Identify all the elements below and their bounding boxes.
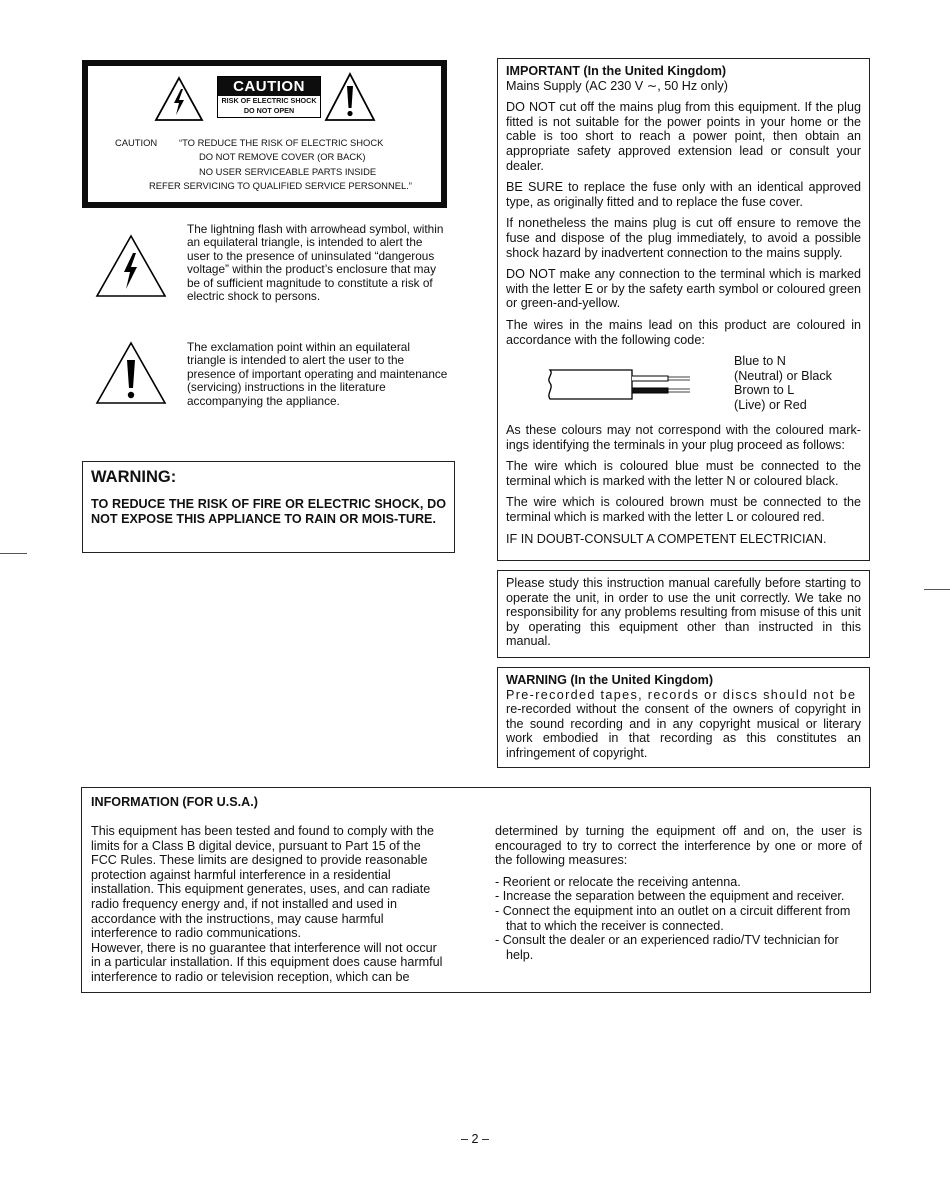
usa-measure-item: - Connect the equipment into an outlet on a circuit different from that to which the receiver is connected. [495, 903, 851, 933]
exclamation-desc-line: The exclamation point within an equilateral [187, 340, 410, 354]
usa-measure-item: - Reorient or relocate the receiving antenna. [495, 874, 741, 889]
uk-warning-box [497, 667, 870, 768]
usa-left-line: in a particular installation. If this equipment does cause harmful [91, 955, 443, 970]
caution-label-inner [88, 66, 441, 202]
uk-mains-supply: Mains Supply (AC 230 V ∼, 50 Hz only) [506, 78, 728, 93]
caution-header [217, 76, 321, 118]
usa-left-line: accordance with the instructions, may cause harmful [91, 911, 384, 926]
exclamation-desc-line: accompanying the appliance. [187, 393, 340, 408]
lightning-desc-line: The lightning flash with arrowhead symbol, within [187, 222, 444, 236]
uk-paragraph: BE SURE to replace the fuse only with an identical approved type, as originally fitted and to replace the fuse cover. [506, 180, 861, 209]
caution-line-2: DO NOT REMOVE COVER (OR BACK) [199, 151, 366, 162]
warning-box [82, 461, 455, 553]
study-manual-box [497, 570, 870, 658]
uk-paragraph: The wires in the mains lead on this product are coloured in accordance with the following code: [506, 317, 861, 347]
usa-left-line: This equipment has been tested and found to comply with the [91, 824, 435, 838]
uk-paragraph: DO NOT cut off the mains plug from this equipment. If the plug fitted is not suitable for the power points in your home or the cable is too short to reach a power point, then obtain an appropriate safety approved extension lead or consult your dealer. [506, 100, 861, 173]
usa-information-box [81, 787, 871, 993]
study-manual-text: Please study this instruction manual carefully before starting to operate the unit, in order to use the unit correctly. We take no responsibility for any problems resulting from misuse of this unit by operating this equipment other than instructed in this manual. [506, 576, 861, 649]
uk-important-title: IMPORTANT (In the United Kingdom) [506, 64, 727, 78]
usa-right-column [495, 824, 862, 962]
usa-left-line: protection against harmful interference in a residential [91, 867, 391, 882]
right-margin-rule [924, 589, 950, 590]
cable-label: (Neutral) or Black [734, 368, 832, 383]
uk-paragraph: DO NOT make any connection to the terminal which is marked with the letter E or by the safety earth symbol or coloured green or green-and-yellow. [506, 267, 861, 311]
exclamation-symbol-icon [95, 340, 167, 406]
page-number: – 2 – [460, 1132, 489, 1146]
caution-sub-open: DO NOT OPEN [243, 106, 295, 115]
usa-left-line: limits for a Class B digital device, pursuant to Part 15 of the [91, 838, 421, 853]
exclamation-desc-line: presence of important operating and maintenance [187, 366, 448, 381]
usa-left-line: installation. This equipment generates, uses, and can radiate [91, 882, 431, 897]
lightning-triangle-icon [154, 76, 204, 122]
caution-line-3: NO USER SERVICEABLE PARTS INSIDE [199, 166, 377, 177]
warning-body: TO REDUCE THE RISK OF FIRE OR ELECTRIC SHOCK, DO NOT EXPOSE THIS APPLIANCE TO RAIN OR MOIS-TURE. [91, 497, 446, 526]
usa-left-line: interference to radio or television reception, which can be [91, 969, 410, 984]
usa-left-line: FCC Rules. These limits are designed to provide reasonable [91, 853, 428, 868]
uk-paragraph: IF IN DOUBT-CONSULT A COMPETENT ELECTRICIAN. [506, 531, 827, 546]
uk-warning-body: re-recorded without the consent of the owners of copyright in the sound recording and in any copyright musical or literary work embodied in that recording as this constitutes an infringement of copyright. [506, 702, 861, 760]
caution-line-1: “TO REDUCE THE RISK OF ELECTRIC SHOCK [179, 137, 384, 148]
usa-measure-item: - Consult the dealer or an experienced radio/TV technician for help. [495, 933, 839, 962]
usa-title: INFORMATION (FOR U.S.A.) [91, 795, 258, 809]
exclamation-triangle-icon [324, 72, 376, 122]
cable-color-labels [734, 354, 832, 412]
cable-label: Blue to N [734, 354, 786, 369]
lightning-desc-line: an equilateral triangle, is intended to alert the [187, 235, 423, 250]
uk-paragraph: The wire which is coloured brown must be connected to the terminal which is marked with the letter L or coloured red. [506, 495, 861, 525]
usa-left-line: interference to radio communications. [91, 926, 301, 941]
usa-left-line: radio frequency energy and, if not installed and used in [91, 896, 397, 911]
cable-diagram [506, 354, 861, 417]
caution-prefix: CAUTION [115, 137, 158, 148]
uk-paragraph: The wire which is coloured blue must be connected to the terminal which is marked with the letter N or coloured black. [506, 459, 861, 488]
warning-title: WARNING: [91, 468, 177, 486]
exclamation-desc-line: triangle is intended to alert the user to the [187, 353, 405, 368]
uk-warning-title: WARNING (In the United Kingdom) [506, 673, 714, 687]
caution-line-4: REFER SERVICING TO QUALIFIED SERVICE PERSONNEL.” [149, 180, 412, 191]
uk-important-box [497, 58, 870, 561]
mains-cable-icon [544, 366, 694, 404]
lightning-desc-line: voltage” within the product’s enclosure that may [187, 262, 436, 277]
caution-sub-risk: RISK OF ELECTRIC SHOCK [221, 96, 317, 105]
usa-right-intro: determined by turning the equipment off and on, the user is encouraged to try to correct the interference by one or more of the following measures: [495, 824, 862, 868]
exclamation-desc-line: (servicing) instructions in the literature [187, 380, 386, 395]
usa-left-line: However, there is no guarantee that interference will not occur [91, 940, 437, 955]
caution-label-panel [82, 60, 447, 208]
usa-measure-item: - Increase the separation between the equipment and receiver. [495, 889, 845, 904]
exclamation-symbol-description [187, 341, 457, 408]
lightning-desc-line: be of sufficient magnitude to constitute a risk of [187, 275, 433, 290]
uk-paragraph: As these colours may not correspond with the coloured mark-ings identifying the terminals in your plug proceed as follows: [506, 423, 861, 452]
cable-label: (Live) or Red [734, 397, 807, 412]
lightning-symbol-description [187, 223, 457, 303]
usa-left-column [91, 824, 466, 985]
uk-warning-line-1: Pre-recorded tapes, records or discs should not be [506, 687, 857, 702]
caution-word: CAUTION [218, 77, 320, 96]
lightning-desc-line: electric shock to persons. [187, 289, 321, 304]
uk-paragraph: If nonetheless the mains plug is cut off ensure to remove the fuse and dispose of the plug immediately, to avoid a possible shock hazard by inadvertent connection to the mains supply. [506, 216, 861, 260]
cable-label: Brown to L [734, 383, 795, 398]
lightning-desc-line: user to the presence of uninsulated “dangerous [187, 248, 435, 263]
lightning-symbol-icon [95, 233, 167, 299]
left-margin-rule [0, 553, 27, 554]
